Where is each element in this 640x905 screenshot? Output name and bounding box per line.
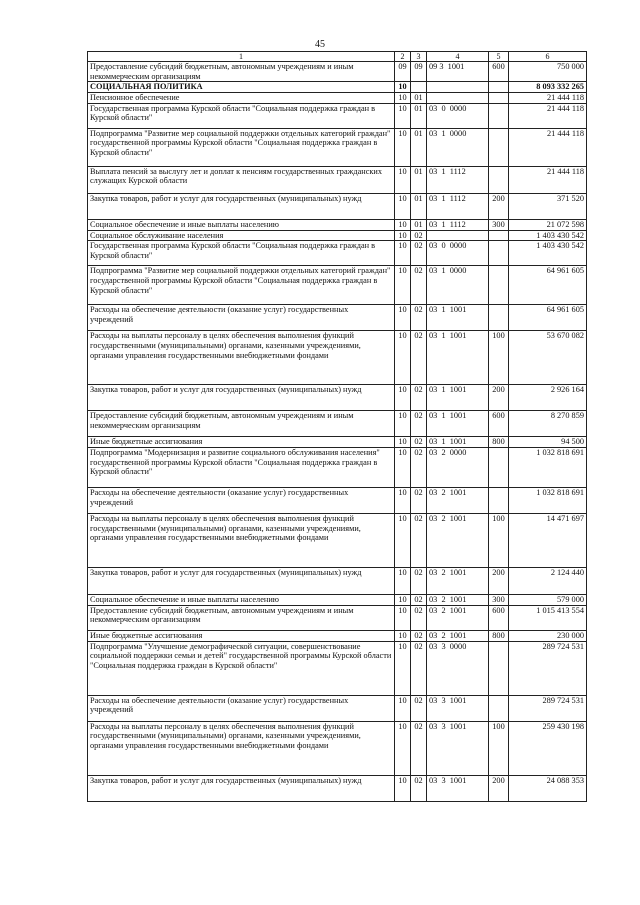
row-amount: 579 000 [509, 594, 587, 605]
row-expense-type [489, 447, 509, 487]
column-number: 1 [88, 52, 395, 62]
row-name: Подпрограмма "Улучшение демографической ситуации, совершенствование социальной поддержки семьи и детей" государственной программы Курской области "Социальная поддержка граждан в Курской области" [88, 641, 395, 695]
row-expense-type [489, 487, 509, 513]
row-target-article: 03 3 0000 [427, 641, 489, 695]
row-target-article: 03 0 0000 [427, 241, 489, 266]
table-row [88, 193, 587, 219]
row-name: Подпрограмма "Модернизация и развитие социального обслуживания населения" государственной программы Курской области "Социальная поддержка граждан в Курской области" [88, 447, 395, 487]
column-numbers-row [88, 52, 587, 62]
table-row [88, 695, 587, 721]
column-number: 3 [411, 52, 427, 62]
row-target-article: 03 2 1001 [427, 513, 489, 567]
row-amount: 1 032 818 691 [509, 487, 587, 513]
row-amount: 21 444 118 [509, 93, 587, 104]
row-subsection: 01 [411, 193, 427, 219]
row-section: 10 [395, 411, 411, 437]
row-target-article: 03 2 1001 [427, 567, 489, 594]
row-amount: 230 000 [509, 630, 587, 641]
column-number: 5 [489, 52, 509, 62]
row-name: Закупка товаров, работ и услуг для государственных (муниципальных) нужд [88, 193, 395, 219]
row-subsection: 01 [411, 219, 427, 230]
row-subsection: 02 [411, 331, 427, 385]
row-name: Закупка товаров, работ и услуг для государственных (муниципальных) нужд [88, 385, 395, 411]
column-number: 2 [395, 52, 411, 62]
row-amount: 2 926 164 [509, 385, 587, 411]
row-section: 10 [395, 219, 411, 230]
row-subsection: 02 [411, 411, 427, 437]
row-subsection: 02 [411, 266, 427, 305]
row-amount: 1 403 430 542 [509, 230, 587, 241]
row-subsection: 02 [411, 305, 427, 331]
row-subsection: 01 [411, 166, 427, 193]
row-amount: 8 270 859 [509, 411, 587, 437]
row-expense-type: 300 [489, 219, 509, 230]
row-section: 10 [395, 93, 411, 104]
row-section: 10 [395, 487, 411, 513]
row-subsection: 02 [411, 641, 427, 695]
row-amount: 21 444 118 [509, 128, 587, 166]
table-row [88, 447, 587, 487]
row-amount: 21 444 118 [509, 103, 587, 128]
table-row [88, 219, 587, 230]
row-section: 10 [395, 385, 411, 411]
row-expense-type [489, 641, 509, 695]
row-target-article [427, 93, 489, 104]
row-section: 10 [395, 128, 411, 166]
row-name: Расходы на выплаты персоналу в целях обеспечения выполнения функций государственными (муниципальными) органами, казенными учреждениями, органами управления государственными внебюджетными фондами [88, 513, 395, 567]
table-row [88, 567, 587, 594]
table-row [88, 641, 587, 695]
row-subsection: 02 [411, 487, 427, 513]
row-amount: 289 724 531 [509, 641, 587, 695]
row-expense-type [489, 93, 509, 104]
row-amount: 750 000 [509, 62, 587, 82]
row-subsection: 02 [411, 385, 427, 411]
row-name: Расходы на выплаты персоналу в целях обеспечения выполнения функций государственными (муниципальными) органами, казенными учреждениями, органами управления государственными внебюджетными фондами [88, 331, 395, 385]
table-row [88, 513, 587, 567]
table-row [88, 630, 587, 641]
table-row [88, 605, 587, 630]
row-amount: 1 403 430 542 [509, 241, 587, 266]
row-subsection: 02 [411, 241, 427, 266]
row-name: Иные бюджетные ассигнования [88, 630, 395, 641]
row-section: 10 [395, 721, 411, 775]
row-section: 09 [395, 62, 411, 82]
table-row [88, 437, 587, 448]
row-name: Расходы на обеспечение деятельности (оказание услуг) государственных учреждений [88, 305, 395, 331]
table-row [88, 594, 587, 605]
row-section: 10 [395, 513, 411, 567]
row-target-article: 03 1 1112 [427, 219, 489, 230]
row-amount: 259 430 198 [509, 721, 587, 775]
row-amount: 24 088 353 [509, 775, 587, 801]
row-expense-type [489, 266, 509, 305]
row-amount: 53 670 082 [509, 331, 587, 385]
table-row [88, 230, 587, 241]
table-row [88, 721, 587, 775]
row-subsection: 02 [411, 594, 427, 605]
table-row [88, 411, 587, 437]
row-target-article: 03 2 1001 [427, 605, 489, 630]
row-section: 10 [395, 594, 411, 605]
row-target-article: 03 1 1112 [427, 193, 489, 219]
row-target-article [427, 230, 489, 241]
row-section: 10 [395, 641, 411, 695]
row-subsection: 01 [411, 93, 427, 104]
row-expense-type: 800 [489, 630, 509, 641]
table-row [88, 62, 587, 82]
row-target-article: 03 3 1001 [427, 775, 489, 801]
row-section: 10 [395, 437, 411, 448]
row-name: Подпрограмма "Развитие мер социальной поддержки отдельных категорий граждан" государственной программы Курской области "Социальная поддержка граждан в Курской области" [88, 128, 395, 166]
row-expense-type [489, 230, 509, 241]
row-name: Иные бюджетные ассигнования [88, 437, 395, 448]
row-expense-type: 200 [489, 193, 509, 219]
row-amount: 14 471 697 [509, 513, 587, 567]
row-expense-type: 200 [489, 385, 509, 411]
row-expense-type [489, 82, 509, 93]
table-row [88, 166, 587, 193]
row-subsection: 02 [411, 437, 427, 448]
table-row [88, 266, 587, 305]
row-section: 10 [395, 193, 411, 219]
row-name: Социальное обеспечение и иные выплаты населению [88, 219, 395, 230]
row-expense-type: 200 [489, 567, 509, 594]
row-subsection: 01 [411, 103, 427, 128]
row-name: Предоставление субсидий бюджетным, автономным учреждениям и иным некоммерческим организациям [88, 605, 395, 630]
row-name: Предоставление субсидий бюджетным, автономным учреждениям и иным некоммерческим организациям [88, 411, 395, 437]
row-target-article: 03 2 1001 [427, 487, 489, 513]
row-expense-type: 100 [489, 513, 509, 567]
table-row [88, 331, 587, 385]
row-target-article: 03 2 0000 [427, 447, 489, 487]
row-target-article: 03 3 1001 [427, 695, 489, 721]
row-expense-type: 800 [489, 437, 509, 448]
row-target-article: 03 1 0000 [427, 128, 489, 166]
row-target-article [427, 82, 489, 93]
row-name: Расходы на обеспечение деятельности (оказание услуг) государственных учреждений [88, 487, 395, 513]
row-name: СОЦИАЛЬНАЯ ПОЛИТИКА [88, 82, 395, 93]
row-subsection: 01 [411, 128, 427, 166]
row-target-article: 03 1 1001 [427, 385, 489, 411]
row-expense-type [489, 166, 509, 193]
row-subsection: 02 [411, 630, 427, 641]
row-section: 10 [395, 775, 411, 801]
row-section: 10 [395, 331, 411, 385]
row-name: Социальное обеспечение и иные выплаты населению [88, 594, 395, 605]
row-name: Подпрограмма "Развитие мер социальной поддержки отдельных категорий граждан" государственной программы Курской области "Социальная поддержка граждан в Курской области" [88, 266, 395, 305]
row-section: 10 [395, 230, 411, 241]
row-subsection: 09 [411, 62, 427, 82]
column-number: 6 [509, 52, 587, 62]
row-name: Расходы на обеспечение деятельности (оказание услуг) государственных учреждений [88, 695, 395, 721]
row-amount: 289 724 531 [509, 695, 587, 721]
table-row [88, 305, 587, 331]
row-expense-type [489, 128, 509, 166]
row-expense-type: 100 [489, 721, 509, 775]
row-amount: 1 032 818 691 [509, 447, 587, 487]
row-expense-type: 200 [489, 775, 509, 801]
row-expense-type: 600 [489, 605, 509, 630]
row-target-article: 03 1 1001 [427, 437, 489, 448]
row-amount: 64 961 605 [509, 305, 587, 331]
row-name: Закупка товаров, работ и услуг для государственных (муниципальных) нужд [88, 775, 395, 801]
row-subsection [411, 82, 427, 93]
column-number: 4 [427, 52, 489, 62]
row-subsection: 02 [411, 447, 427, 487]
row-name: Расходы на выплаты персоналу в целях обеспечения выполнения функций государственными (муниципальными) органами, казенными учреждениями, органами управления государственными внебюджетными фондами [88, 721, 395, 775]
row-target-article: 03 3 1001 [427, 721, 489, 775]
row-subsection: 02 [411, 695, 427, 721]
row-target-article: 03 0 0000 [427, 103, 489, 128]
row-target-article: 03 1 1001 [427, 411, 489, 437]
table-row [88, 241, 587, 266]
row-section: 10 [395, 447, 411, 487]
row-subsection: 02 [411, 230, 427, 241]
table-row [88, 82, 587, 93]
table-row [88, 385, 587, 411]
row-name: Государственная программа Курской области "Социальная поддержка граждан в Курской области" [88, 103, 395, 128]
row-subsection: 02 [411, 775, 427, 801]
table-row [88, 775, 587, 801]
row-target-article: 03 2 1001 [427, 630, 489, 641]
row-subsection: 02 [411, 721, 427, 775]
row-expense-type [489, 695, 509, 721]
row-amount: 21 072 598 [509, 219, 587, 230]
row-name: Закупка товаров, работ и услуг для государственных (муниципальных) нужд [88, 567, 395, 594]
row-amount: 2 124 440 [509, 567, 587, 594]
row-subsection: 02 [411, 513, 427, 567]
table-row [88, 93, 587, 104]
row-amount: 371 520 [509, 193, 587, 219]
row-name: Пенсионное обеспечение [88, 93, 395, 104]
row-expense-type [489, 305, 509, 331]
row-target-article: 03 2 1001 [427, 594, 489, 605]
row-section: 10 [395, 103, 411, 128]
table-row [88, 487, 587, 513]
row-section: 10 [395, 241, 411, 266]
row-amount: 8 093 332 265 [509, 82, 587, 93]
row-section: 10 [395, 605, 411, 630]
row-expense-type: 600 [489, 411, 509, 437]
page-number: 45 [315, 39, 325, 50]
row-expense-type: 600 [489, 62, 509, 82]
row-section: 10 [395, 305, 411, 331]
row-section: 10 [395, 567, 411, 594]
row-name: Выплата пенсий за выслугу лет и доплат к пенсиям государственных гражданских служащих Курской области [88, 166, 395, 193]
row-amount: 21 444 118 [509, 166, 587, 193]
row-section: 10 [395, 266, 411, 305]
row-subsection: 02 [411, 567, 427, 594]
table-row [88, 128, 587, 166]
row-section: 10 [395, 630, 411, 641]
row-target-article: 09 3 1001 [427, 62, 489, 82]
row-expense-type [489, 103, 509, 128]
row-target-article: 03 1 0000 [427, 266, 489, 305]
row-amount: 94 500 [509, 437, 587, 448]
row-name: Предоставление субсидий бюджетным, автономным учреждениям и иным некоммерческим организациям [88, 62, 395, 82]
row-amount: 64 961 605 [509, 266, 587, 305]
row-name: Государственная программа Курской области "Социальная поддержка граждан в Курской области" [88, 241, 395, 266]
row-target-article: 03 1 1001 [427, 331, 489, 385]
row-name: Социальное обслуживание населения [88, 230, 395, 241]
row-target-article: 03 1 1001 [427, 305, 489, 331]
row-expense-type: 100 [489, 331, 509, 385]
row-section: 10 [395, 166, 411, 193]
row-section: 10 [395, 82, 411, 93]
row-target-article: 03 1 1112 [427, 166, 489, 193]
table-row [88, 103, 587, 128]
row-amount: 1 015 413 554 [509, 605, 587, 630]
budget-table [87, 51, 587, 802]
row-subsection: 02 [411, 605, 427, 630]
row-expense-type [489, 241, 509, 266]
row-expense-type: 300 [489, 594, 509, 605]
row-section: 10 [395, 695, 411, 721]
